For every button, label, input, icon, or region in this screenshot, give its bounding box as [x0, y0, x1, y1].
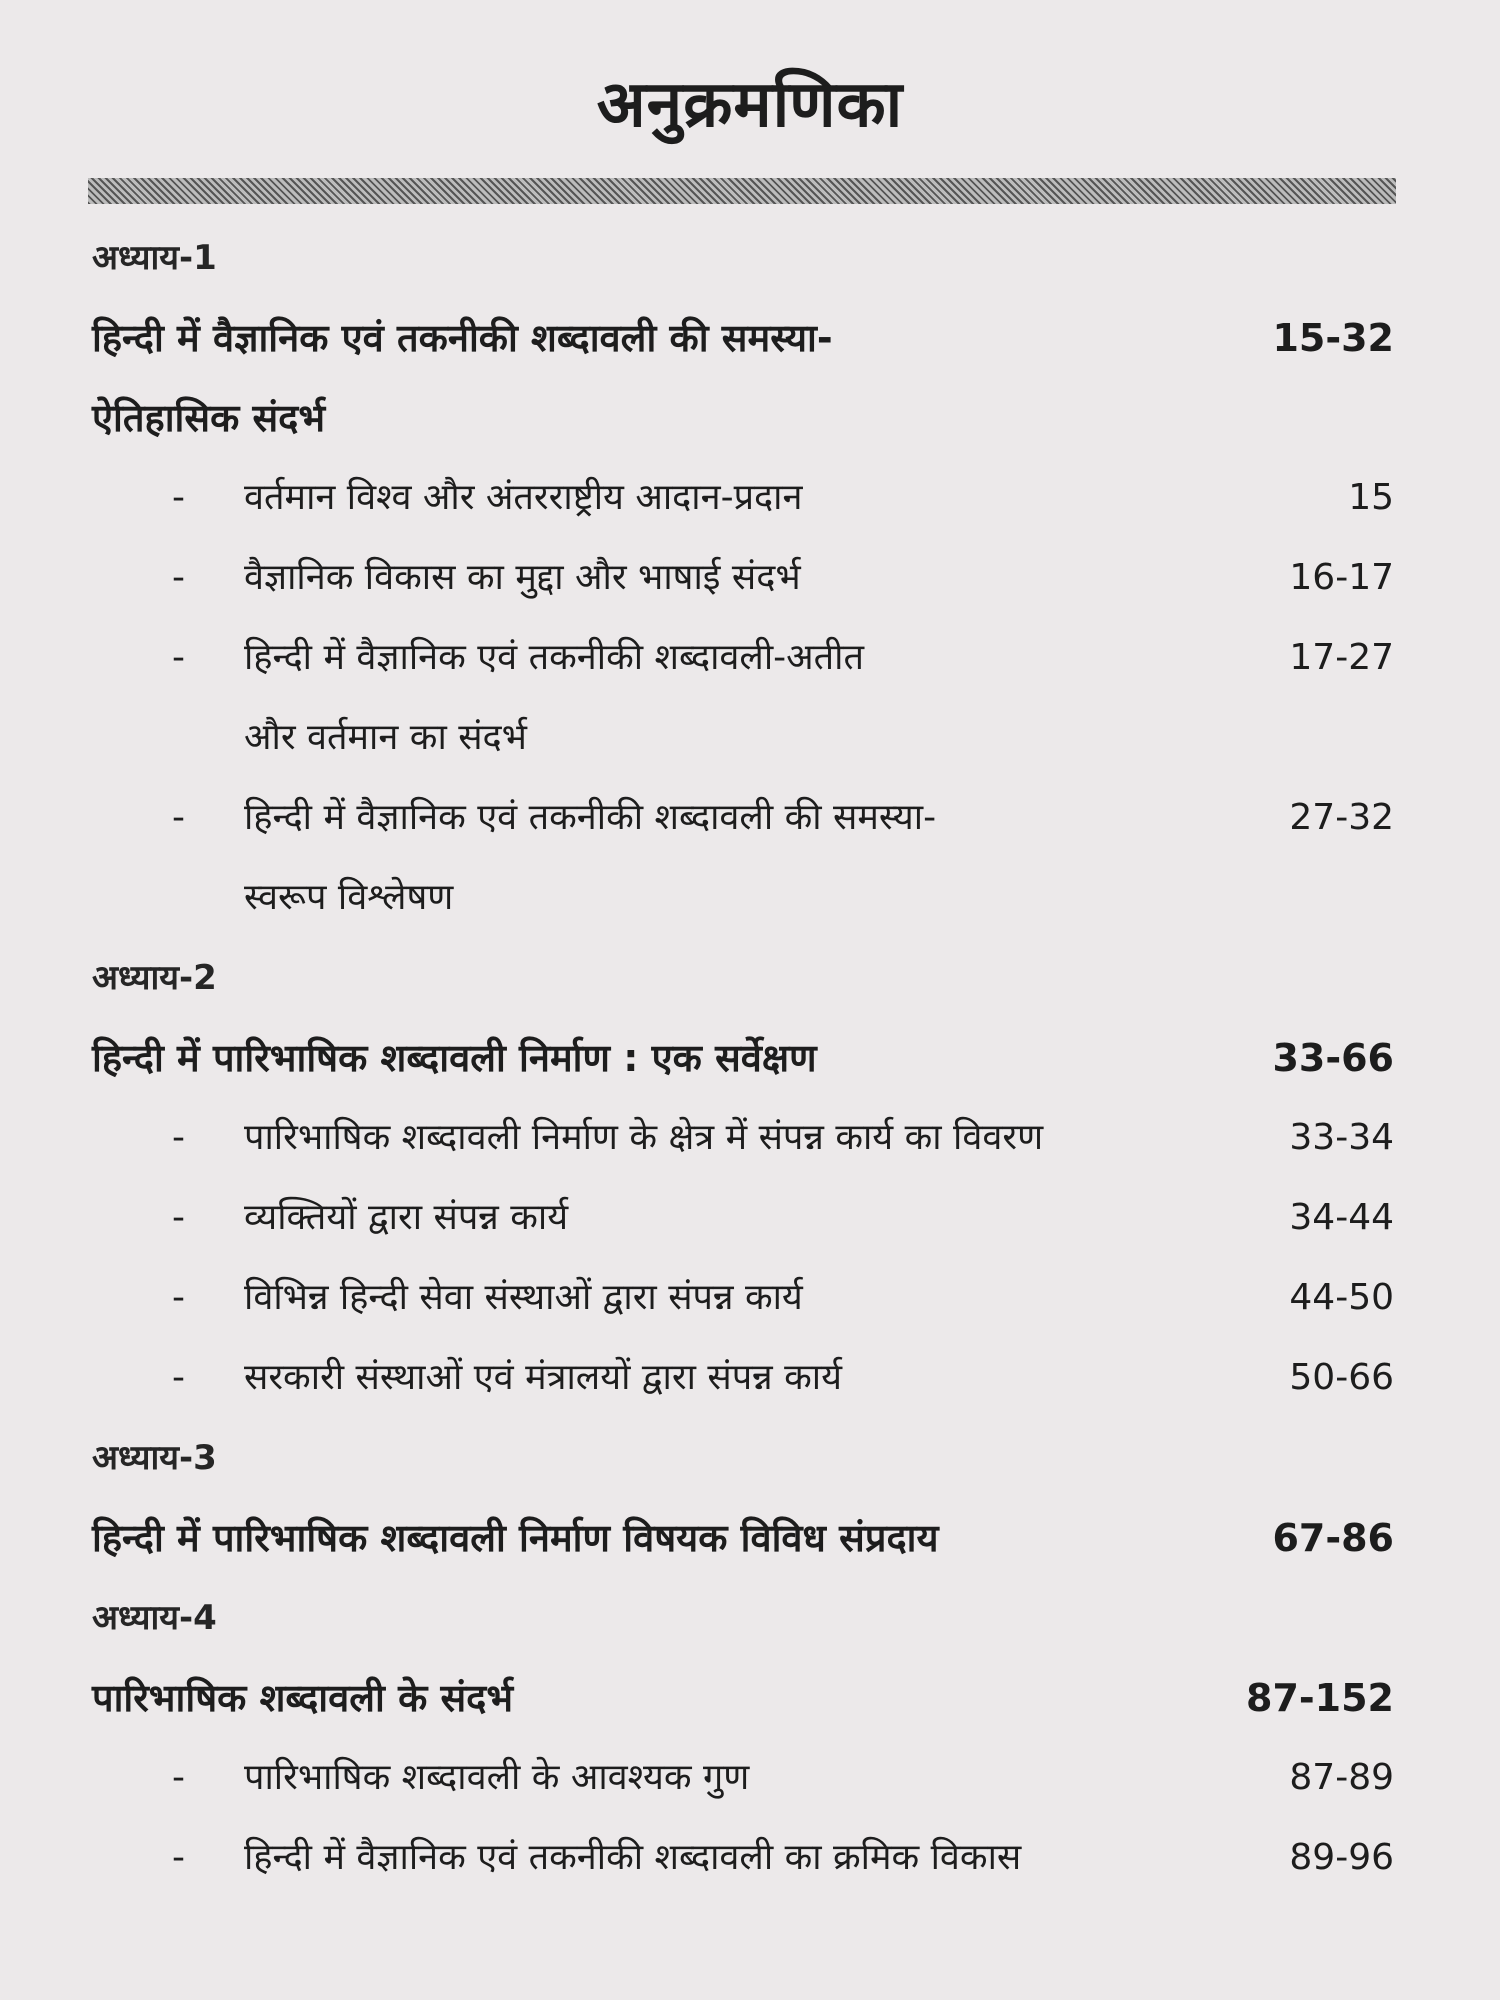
chapter-label: अध्याय-4 — [92, 1598, 217, 1638]
toc-entry: हिन्दी में वैज्ञानिक एवं तकनीकी शब्दावली का क्रमिक विकास — [244, 1837, 1022, 1878]
list-bullet: - — [172, 637, 185, 678]
chapter-label: अध्याय-2 — [92, 958, 217, 998]
list-bullet: - — [172, 1357, 185, 1398]
chapter-page-range: 67-86 — [1272, 1516, 1394, 1560]
title-divider — [88, 178, 1396, 204]
toc-entry-pages: 34-44 — [1289, 1197, 1394, 1238]
toc-entry-pages: 87-89 — [1289, 1757, 1394, 1798]
toc-entry: हिन्दी में वैज्ञानिक एवं तकनीकी शब्दावली-अतीत — [244, 637, 864, 678]
chapter-heading: हिन्दी में पारिभाषिक शब्दावली निर्माण विषयक विविध संप्रदाय — [92, 1516, 939, 1560]
list-bullet: - — [172, 1837, 185, 1878]
list-bullet: - — [172, 797, 185, 838]
toc-entry-pages: 44-50 — [1289, 1277, 1394, 1318]
list-bullet: - — [172, 557, 185, 598]
toc-entry-pages: 17-27 — [1289, 637, 1394, 678]
chapter-label: अध्याय-1 — [92, 238, 217, 278]
toc-entry: पारिभाषिक शब्दावली निर्माण के क्षेत्र में संपन्न कार्य का विवरण — [244, 1117, 1044, 1158]
chapter-page-range: 15-32 — [1272, 316, 1394, 360]
toc-entry: वैज्ञानिक विकास का मुद्दा और भाषाई संदर्भ — [244, 557, 801, 598]
chapter-heading: पारिभाषिक शब्दावली के संदर्भ — [92, 1676, 514, 1720]
list-bullet: - — [172, 1197, 185, 1238]
toc-entry-pages: 89-96 — [1289, 1837, 1394, 1878]
toc-entry-pages: 27-32 — [1289, 797, 1394, 838]
toc-entry: विभिन्न हिन्दी सेवा संस्थाओं द्वारा संपन्न कार्य — [244, 1277, 803, 1318]
chapter-page-range: 33-66 — [1272, 1036, 1394, 1080]
chapter-heading: ऐतिहासिक संदर्भ — [92, 396, 326, 440]
list-bullet: - — [172, 1277, 185, 1318]
toc-entry: पारिभाषिक शब्दावली के आवश्यक गुण — [244, 1757, 750, 1798]
toc-entry: वर्तमान विश्व और अंतरराष्ट्रीय आदान-प्रदान — [244, 477, 803, 518]
toc-entry-pages: 16-17 — [1289, 557, 1394, 598]
toc-entry-pages: 50-66 — [1289, 1357, 1394, 1398]
toc-entry: व्यक्तियों द्वारा संपन्न कार्य — [244, 1197, 569, 1238]
chapter-label: अध्याय-3 — [92, 1438, 217, 1478]
toc-entry-pages: 33-34 — [1289, 1117, 1394, 1158]
chapter-heading: हिन्दी में वैज्ञानिक एवं तकनीकी शब्दावली की समस्या- — [92, 316, 833, 360]
toc-entry: और वर्तमान का संदर्भ — [244, 717, 527, 758]
toc-entry-pages: 15 — [1348, 477, 1394, 518]
chapter-heading: हिन्दी में पारिभाषिक शब्दावली निर्माण : एक सर्वेक्षण — [92, 1036, 817, 1080]
list-bullet: - — [172, 1757, 185, 1798]
list-bullet: - — [172, 1117, 185, 1158]
chapter-page-range: 87-152 — [1246, 1676, 1394, 1720]
list-bullet: - — [172, 477, 185, 518]
toc-entry: हिन्दी में वैज्ञानिक एवं तकनीकी शब्दावली की समस्या- — [244, 797, 937, 838]
page-title: अनुक्रमणिका — [596, 68, 904, 142]
toc-entry: स्वरूप विश्लेषण — [244, 877, 454, 918]
toc-entry: सरकारी संस्थाओं एवं मंत्रालयों द्वारा संपन्न कार्य — [244, 1357, 842, 1398]
